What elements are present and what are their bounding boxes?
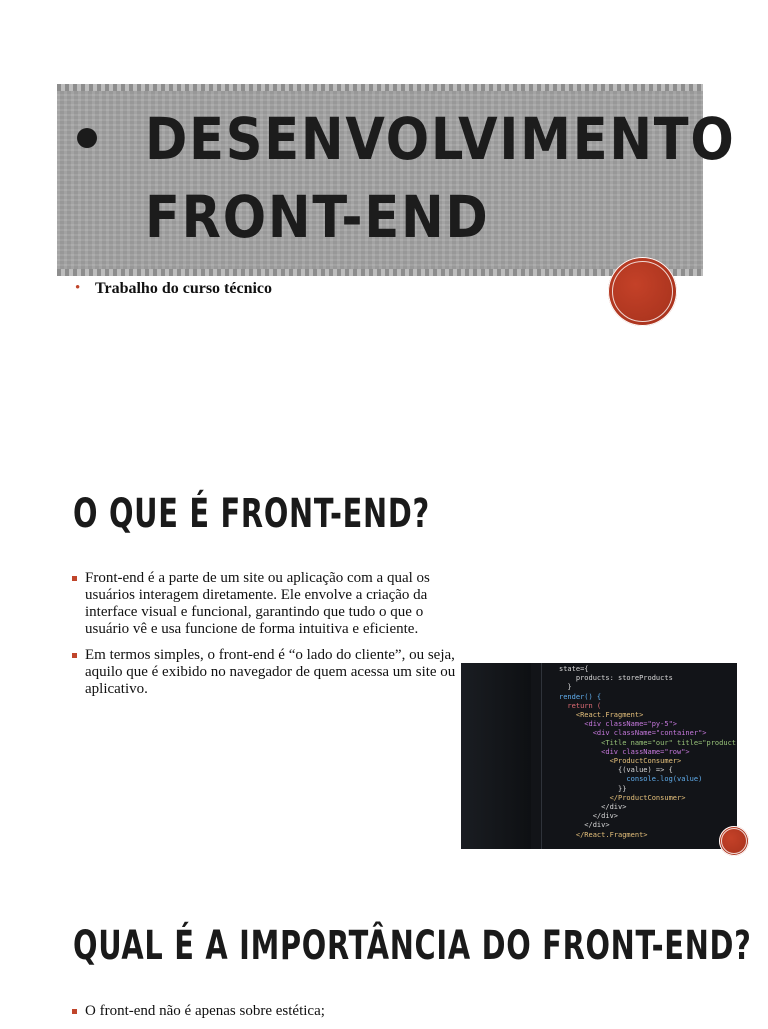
list-item-text: Front-end é a parte de um site ou aplicação com a qual os usuários interagem diretamente. Ele envolve a criação da interface visual e funcional, garantindo que tudo o que o usuário vê e usa funcione de forma intuitiva e eficiente. — [85, 570, 430, 637]
importance-bullet-list — [72, 1003, 472, 1029]
what-is-bullet-list — [72, 570, 467, 707]
title-band-bottom-edge — [57, 269, 703, 276]
list-item — [72, 647, 467, 698]
list-item-text: Em termos simples, o front-end é “o lado do cliente”, ou seja, aquilo que é exibido no navegador de quem acessa um site ou aplicativo. — [85, 647, 456, 697]
code-sidebar — [461, 663, 531, 849]
title-band-top-edge — [57, 84, 703, 91]
main-title — [145, 100, 736, 256]
section-heading-importance: QUAL É A IMPORTÂNCIA DO FRONT-END? — [73, 923, 752, 969]
subtitle: Trabalho do curso técnico — [95, 280, 273, 297]
main-title-line1: DESENVOLVIMENTO — [145, 105, 736, 173]
title-band — [57, 84, 736, 276]
list-item — [72, 570, 467, 638]
square-bullet-icon — [72, 1009, 77, 1014]
list-item-text: O front-end não é apenas sobre estética; — [85, 1003, 325, 1019]
subtitle-bullet-icon: • — [75, 280, 81, 296]
list-item — [72, 1003, 472, 1020]
code-screenshot-image — [461, 663, 737, 849]
title-bullet-icon — [77, 128, 97, 148]
code-gutter — [541, 663, 542, 849]
decorative-circle-small-icon — [719, 826, 749, 856]
main-title-line2: FRONT-END — [145, 183, 490, 251]
square-bullet-icon — [72, 576, 77, 581]
square-bullet-icon — [72, 653, 77, 658]
code-text: state={ products: storeProducts } render() { return ( <React.Fragment> <div className="py-5"> <div className="container"> <Title name="our" title="product <div className="row"> <ProductConsumer> {(value) => { console.log(value) }} </ProductConsumer> </div> </div> </div> </React.Fragment> — [559, 665, 737, 839]
section-heading-what-is: O QUE É FRONT-END? — [73, 491, 430, 537]
decorative-circle-icon — [608, 257, 677, 326]
